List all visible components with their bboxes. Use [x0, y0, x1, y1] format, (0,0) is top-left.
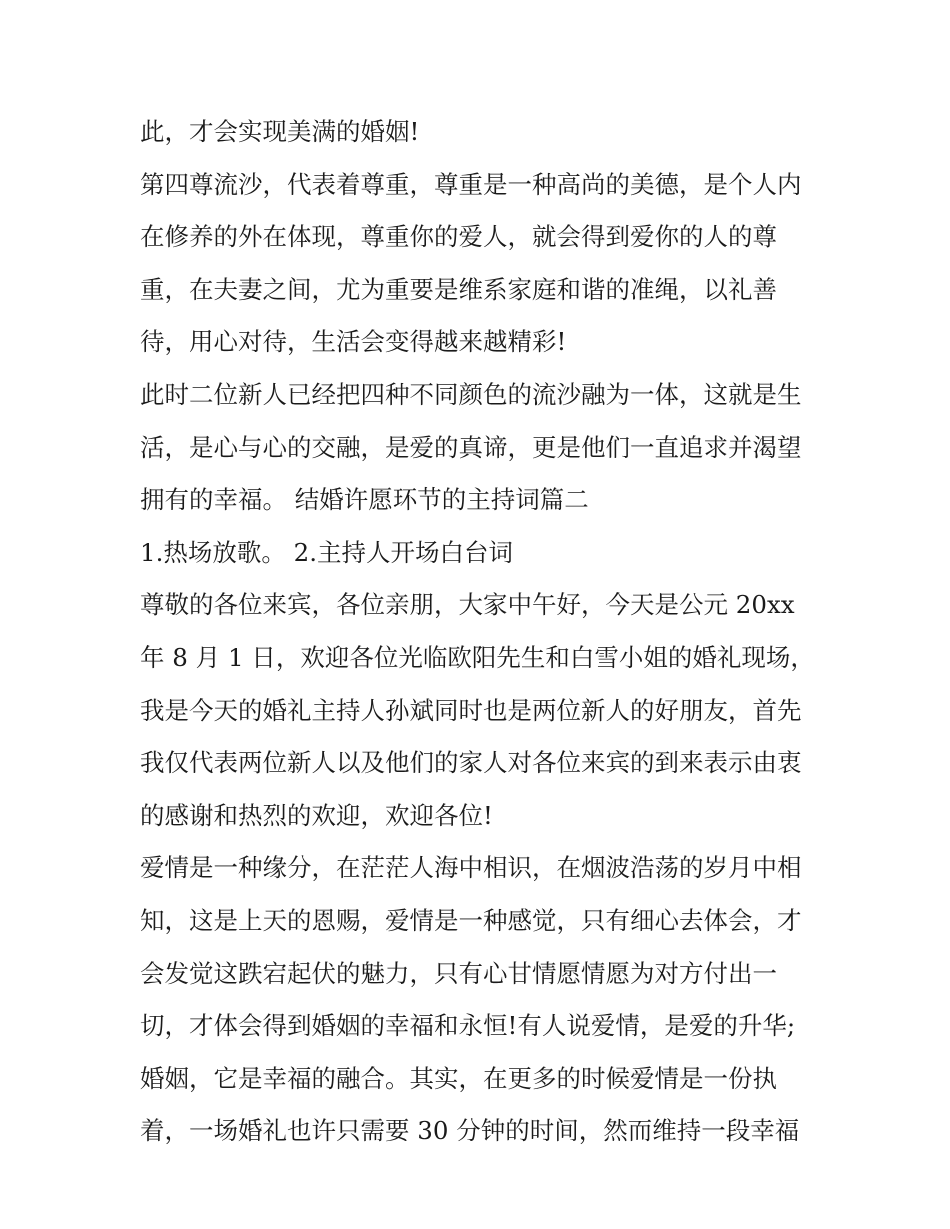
text-line: 待，用心对待，生活会变得越来越精彩! [140, 327, 567, 357]
text-line: 着，一场婚礼也许只需要 30 分钟的时间，然而维持一段幸福 [140, 1116, 800, 1146]
text-line: 爱情是一种缘分，在茫茫人海中相识，在烟波浩荡的岁月中相 [140, 853, 802, 883]
text-line: 知，这是上天的恩赐，爱情是一种感觉，只有细心去体会，才 [140, 905, 802, 935]
text-line: 拥有的幸福。 结婚许愿环节的主持词篇二 [140, 485, 589, 515]
text-line: 1.热场放歌。 2.主持人开场白台词 [140, 537, 514, 567]
text-line: 我是今天的婚礼主持人孙斌同时也是两位新人的好朋友，首先 [140, 695, 802, 725]
text-line: 会发觉这跌宕起伏的魅力，只有心甘情愿情愿为对方付出一 [140, 958, 777, 988]
text-line: 第四尊流沙，代表着尊重，尊重是一种高尚的美德，是个人内 [140, 169, 802, 199]
text-line: 婚姻，它是幸福的融合。其实，在更多的时候爱情是一份执 [140, 1063, 777, 1093]
document-body [140, 106, 820, 1158]
text-line: 在修养的外在体现，尊重你的爱人，就会得到爱你的人的尊 [140, 222, 777, 252]
text-line: 此时二位新人已经把四种不同颜色的流沙融为一体，这就是生 [140, 379, 802, 409]
text-line: 此，才会实现美满的婚姻! [140, 117, 420, 146]
text-line: 切，才体会得到婚姻的幸福和永恒!有人说爱情，是爱的升华; [140, 1011, 796, 1041]
text-line: 的感谢和热烈的欢迎，欢迎各位! [140, 800, 493, 830]
text-line: 年 8 月 1 日，欢迎各位光临欧阳先生和白雪小姐的婚礼现场， [140, 642, 815, 672]
text-line: 重，在夫妻之间，尤为重要是维系家庭和谐的准绳，以礼善 [140, 274, 777, 304]
text-line: 我仅代表两位新人以及他们的家人对各位来宾的到来表示由衷 [140, 748, 802, 778]
text-line: 尊敬的各位来宾，各位亲朋，大家中午好，今天是公元 20xx [140, 590, 795, 620]
text-line: 活，是心与心的交融，是爱的真谛，更是他们一直追求并渴望 [140, 432, 802, 462]
